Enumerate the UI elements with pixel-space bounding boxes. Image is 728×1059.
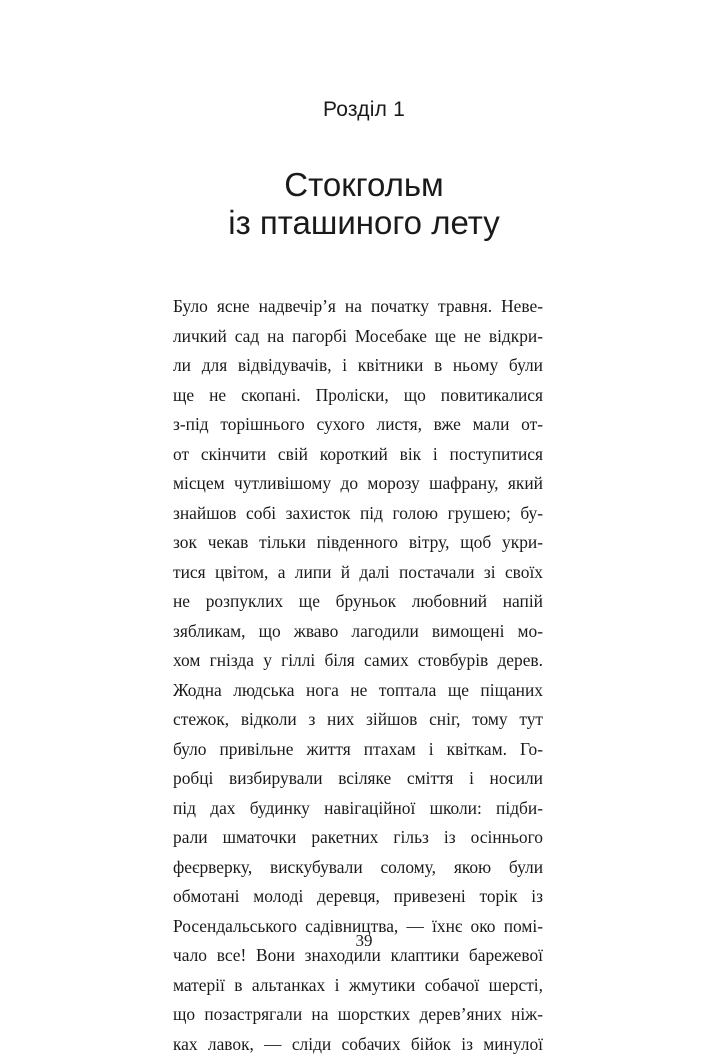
text-line: що позастрягали на шорстких дерев’яних ніж- <box>173 1000 543 1030</box>
text-line: стежок, відколи з них зійшов сніг, тому тут <box>173 705 543 735</box>
text-line: рали шматочки ракетних гільз із осіннього <box>173 823 543 853</box>
text-line: феєрверку, вискубували солому, якою були <box>173 853 543 883</box>
chapter-title <box>0 166 728 242</box>
text-line: під дах будинку навігаційної школи: підби- <box>173 794 543 824</box>
text-line: не розпуклих ще бруньок любовний напій <box>173 587 543 617</box>
text-line: чало все! Вони знаходили клаптики барежевої <box>173 941 543 971</box>
chapter-title-line-2: із пташиного лету <box>0 204 728 242</box>
text-line: Жодна людська нога не топтала ще піщаних <box>173 676 543 706</box>
text-line: Було ясне надвечір’я на початку травня. Неве- <box>173 292 543 322</box>
text-line: тися цвітом, а липи й далі постачали зі своїх <box>173 558 543 588</box>
chapter-title-line-1: Стокгольм <box>0 166 728 204</box>
text-line: зок чекав тільки південного вітру, щоб укри- <box>173 528 543 558</box>
text-line: було привільне життя птахам і квіткам. Го- <box>173 735 543 765</box>
text-line: з-під торішнього сухого листя, вже мали от- <box>173 410 543 440</box>
text-line: ках лавок, — сліди собачих бійок із минулої <box>173 1030 543 1059</box>
text-line: обмотані молоді деревця, привезені торік із <box>173 882 543 912</box>
text-line: хом гнізда у гіллі біля самих стовбурів дерев. <box>173 646 543 676</box>
page-number: 39 <box>0 931 728 951</box>
text-line: от скінчити свій короткий вік і поступитися <box>173 440 543 470</box>
text-line: ще не скопані. Проліски, що повитикалися <box>173 381 543 411</box>
text-line: зябликам, що жваво лагодили вимощені мо- <box>173 617 543 647</box>
text-line: матерії в альтанках і жмутики собачої шерсті, <box>173 971 543 1001</box>
text-line: робці визбирували всіляке сміття і носили <box>173 764 543 794</box>
text-line: ли для відвідувачів, і квітники в ньому були <box>173 351 543 381</box>
chapter-label: Розділ 1 <box>0 98 728 122</box>
text-line: місцем чутливішому до морозу шафрану, який <box>173 469 543 499</box>
text-line: личкий сад на пагорбі Мосебаке ще не відкри- <box>173 322 543 352</box>
text-line: Росендальського садівництва, — їхнє око помі- <box>173 912 543 942</box>
text-line: знайшов собі захисток під голою грушею; бу- <box>173 499 543 529</box>
